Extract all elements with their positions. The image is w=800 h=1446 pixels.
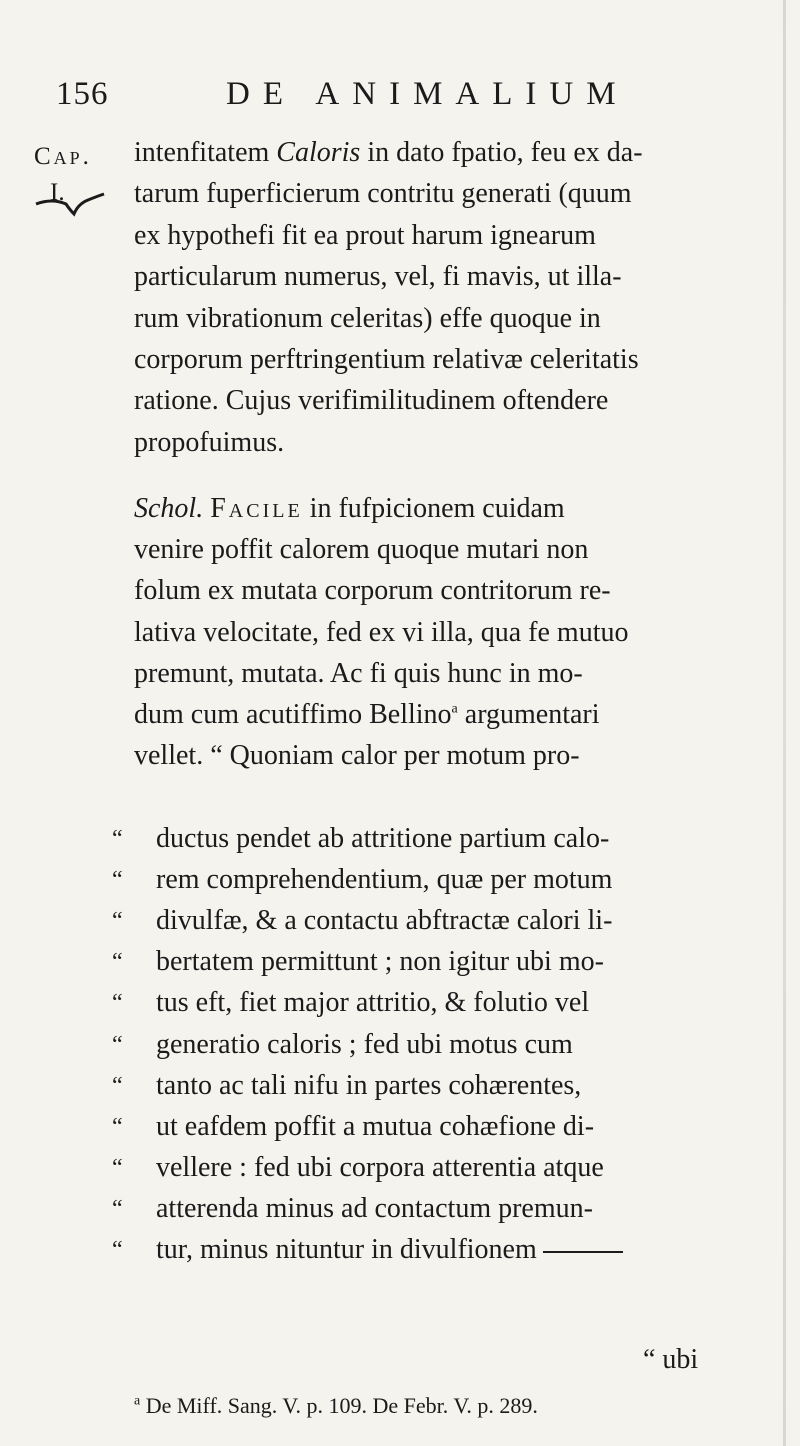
quote-line [156, 1148, 604, 1188]
quote-text: tus eft, fiet major attritio, & folutio vel [156, 987, 590, 1019]
para2-text: vellet. “ Quoniam calor per motum pro- [134, 740, 580, 772]
quote-text: generatio caloris ; fed ubi motus cum [156, 1028, 573, 1060]
para2-text: Schol. [134, 493, 204, 524]
quote-mark: “ [112, 1031, 123, 1058]
page-header [56, 76, 756, 126]
para2-line [134, 489, 565, 529]
quote-line [156, 860, 612, 900]
para1-text: propofuimus. [134, 426, 285, 458]
quote-mark: “ [112, 826, 123, 852]
para1-text: in dato fpatio, feu ex da- [360, 137, 643, 168]
margin-brace-mark [34, 190, 106, 220]
quote-line [156, 942, 604, 982]
para2-line [134, 613, 628, 653]
quote-text: tanto ac tali nifu in partes cohærentes, [156, 1069, 582, 1101]
para2-text: venire poffit calorem quoque mutari non [134, 534, 589, 566]
page-edge [783, 0, 786, 1446]
para1-text: particularum numerus, vel, fi mavis, ut illa- [134, 261, 622, 293]
quote-mark: “ [112, 1237, 123, 1263]
para1-line [134, 133, 643, 173]
para2-text: folum ex mutata corporum contritorum re- [134, 575, 611, 607]
quote-text: rem comprehendentium, quæ per motum [156, 864, 613, 896]
quote-text: divulfæ, & a contactu abftractæ calori li- [156, 905, 613, 937]
para2-text: argumentari [457, 699, 600, 730]
para2-line [134, 571, 611, 611]
para1-line [134, 257, 622, 297]
quote-line [156, 901, 612, 941]
para2-line [134, 695, 600, 735]
margin-chapter-label [34, 137, 92, 177]
quote-mark: “ [112, 1113, 123, 1140]
quote-mark: “ [112, 1195, 123, 1222]
quote-line [156, 819, 609, 859]
para2-text: a [451, 701, 458, 717]
quote-mark: “ [112, 949, 123, 976]
quote-text: atterenda minus ad contactum premun- [156, 1192, 593, 1224]
quote-line [156, 1025, 573, 1065]
quote-mark: “ [112, 1154, 123, 1181]
para2-text: premunt, mutata. Ac fi quis hunc in mo- [134, 657, 583, 689]
page-number: 156 [56, 76, 109, 112]
quote-mark: “ [112, 867, 123, 894]
para2-text: dum cum acutiffimo Bellino [134, 699, 452, 730]
para1-text: rum vibrationum celeritas) effe quoque in [134, 302, 601, 334]
para1-text: ex hypothefi fit ea prout harum ignearum [134, 219, 596, 251]
quote-text: ut eafdem poffit a mutua cohæfione di- [156, 1110, 595, 1142]
quote-text: vellere : fed ubi corpora atterentia atque [156, 1151, 604, 1183]
para2-text: Facile [210, 493, 303, 524]
para1-text: Caloris [276, 137, 361, 168]
para1-text: intenfitatem [134, 137, 277, 168]
margin-chapter-number: I. [50, 179, 65, 206]
quote-line [156, 1189, 593, 1229]
para1-line [134, 340, 639, 380]
chapter-label-text: Cap. [34, 143, 92, 170]
quote-text: bertatem permittunt ; non igitur ubi mo- [156, 946, 604, 978]
quote-line [156, 1107, 594, 1147]
para1-line [134, 423, 284, 463]
para2-line [134, 530, 588, 570]
para2-line [134, 654, 583, 694]
para1-line [134, 216, 596, 256]
para1-line [134, 381, 608, 421]
quote-line [156, 1066, 581, 1106]
para1-line [134, 299, 601, 339]
catchword: “ ubi [643, 1344, 699, 1375]
para1-text: ratione. Cujus verifimilitudinem oftendere [134, 385, 609, 417]
para2-text: in fufpicionem cuidam [302, 493, 565, 524]
footnote [134, 1390, 538, 1422]
para1-text: corporum perftringentium relativæ celeritatis [134, 344, 639, 375]
para1-line [134, 174, 632, 214]
footnote-mark: a [134, 1393, 141, 1409]
quote-mark: “ [112, 990, 123, 1017]
quote-text: tur, minus nituntur in divulfionem [156, 1234, 537, 1265]
em-dash-rule [543, 1251, 623, 1253]
para2-line [134, 736, 580, 776]
footnote-text: De Miff. Sang. V. p. 109. De Febr. V. p. 289. [140, 1393, 538, 1418]
quote-mark: “ [112, 908, 123, 935]
quote-line [156, 1230, 623, 1270]
para1-text: tarum fuperficierum contritu generati (quum [134, 178, 632, 210]
para2-text: lativa velocitate, fed ex vi illa, qua fe mutuo [134, 616, 629, 648]
quote-text: ductus pendet ab attritione partium calo- [156, 823, 610, 854]
quote-line [156, 983, 589, 1023]
quote-mark: “ [112, 1072, 123, 1099]
running-title: DE ANIMALIUM [226, 76, 629, 112]
